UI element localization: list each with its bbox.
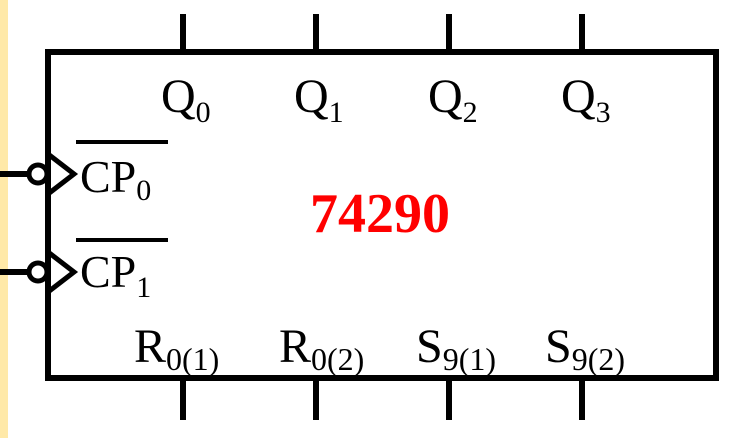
cp0-inversion-bubble [29, 165, 47, 183]
cp1-clock-triangle [48, 252, 74, 292]
label-s91: S9(1) [416, 320, 497, 377]
label-r01: R0(1) [134, 320, 220, 377]
cp0-clock-triangle [48, 154, 74, 194]
label-q2: $Q_2$ [428, 70, 478, 129]
label-cp0: CP0 [80, 151, 152, 207]
chip-part-number: 74290 [310, 183, 450, 245]
cp1-inversion-bubble [29, 263, 47, 281]
label-q3: $Q_3$ [561, 70, 611, 129]
label-q0: $Q_0$ [161, 70, 211, 129]
label-cp1: $CP_1$ [80, 246, 152, 304]
label-s92: S9(2) [545, 320, 626, 377]
label-r02: R0(2) [279, 320, 365, 377]
label-q1: $Q_1$ [294, 70, 344, 129]
